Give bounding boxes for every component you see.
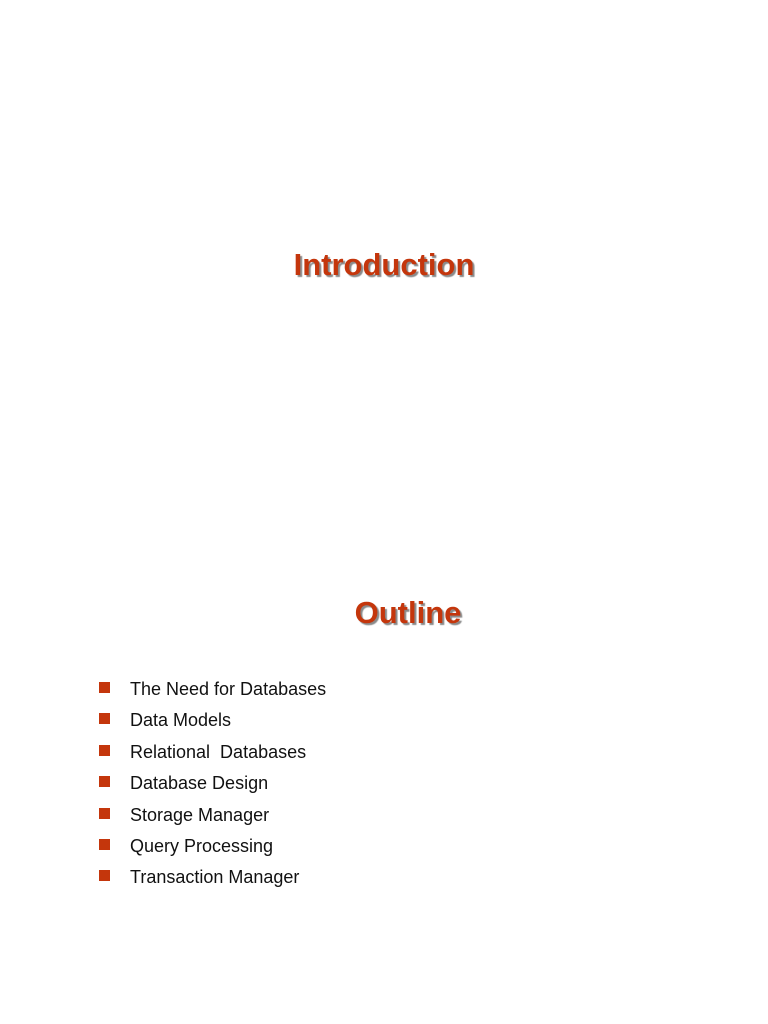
outline-item-text: Storage Manager (130, 804, 270, 825)
list-item (99, 676, 326, 707)
list-item (99, 802, 326, 833)
slide-title-introduction: Introduction (293, 247, 475, 282)
square-bullet-icon (99, 808, 110, 819)
square-bullet-icon (99, 776, 110, 787)
outline-item-text: Relational Databases (130, 741, 307, 762)
square-bullet-icon (99, 870, 110, 881)
square-bullet-icon (99, 839, 110, 850)
square-bullet-icon (99, 713, 110, 724)
outline-item-text: Query Processing (130, 835, 274, 856)
square-bullet-icon (99, 682, 110, 693)
outline-list (99, 676, 326, 896)
square-bullet-icon (99, 745, 110, 756)
outline-item-text: Database Design (130, 773, 269, 794)
list-item (99, 864, 326, 895)
list-item (99, 770, 326, 801)
outline-item-text: The Need for Databases (130, 679, 327, 699)
slide-title-outline: Outline (354, 595, 462, 630)
outline-item-text: Data Models (130, 710, 232, 731)
list-item (99, 707, 326, 738)
list-item (99, 739, 326, 770)
list-item (99, 833, 326, 864)
outline-item-text: Transaction Manager (130, 867, 300, 888)
